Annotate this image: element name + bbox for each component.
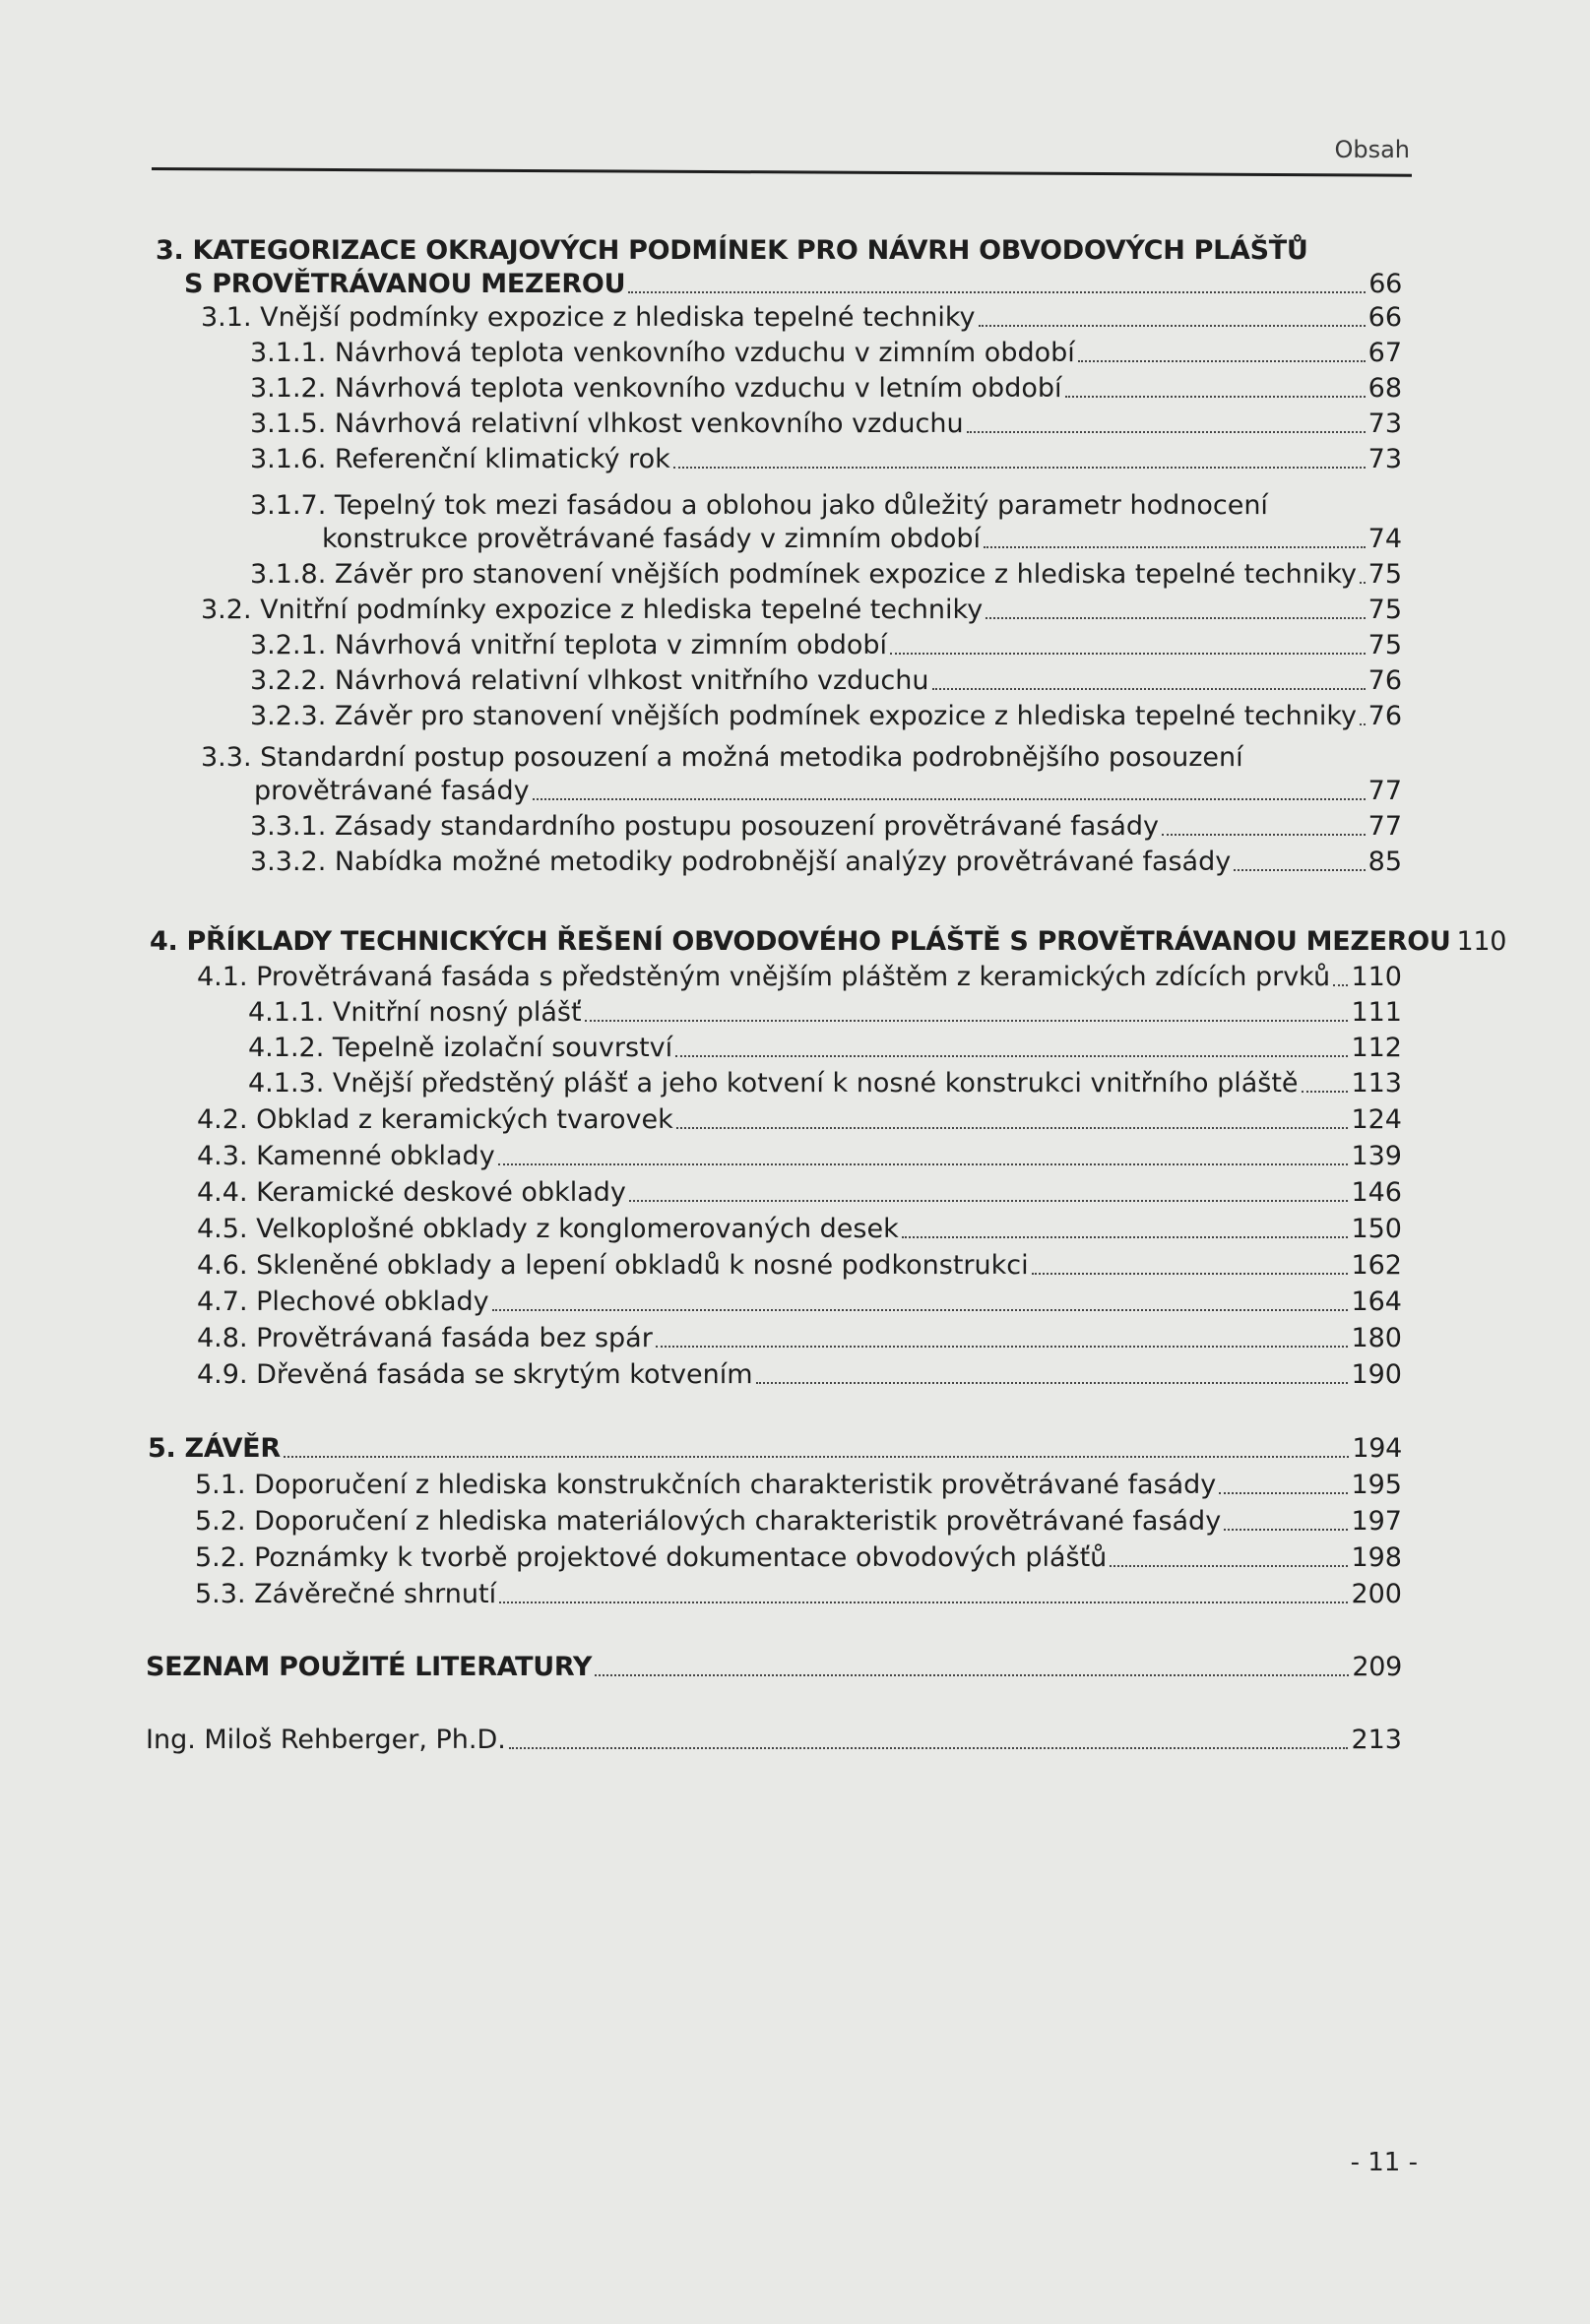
- toc-entry-text: konstrukce provětrávané fasády v zimním období: [322, 524, 982, 554]
- leader-dots: [595, 1670, 1349, 1676]
- toc-entry-4-6[interactable]: [197, 1249, 1402, 1283]
- toc-page-number: 113: [1351, 1068, 1402, 1099]
- toc-page-number: 200: [1351, 1579, 1402, 1609]
- toc-entry-3-3[interactable]: [254, 775, 1402, 808]
- toc-page-number: 139: [1351, 1141, 1402, 1171]
- toc-entry-4-1-3[interactable]: [248, 1067, 1402, 1100]
- toc-entry-text: 4.4. Keramické deskové obklady: [197, 1177, 626, 1208]
- toc-page-number: 76: [1367, 665, 1402, 696]
- toc-entry-text: 4. PŘÍKLADY TECHNICKÝCH ŘEŠENÍ OBVODOVÉHO PLÁŠTĚ S PROVĚTRÁVANOU MEZEROU: [150, 926, 1451, 957]
- leader-dots: [1360, 578, 1366, 584]
- toc-entry-text: 3.3.2. Nabídka možné metodiky podrobnější analýzy provětrávané fasády: [250, 847, 1232, 877]
- leader-dots: [890, 649, 1366, 655]
- leader-dots: [509, 1743, 1349, 1749]
- toc-page-number: 194: [1352, 1433, 1402, 1464]
- toc-entry-text: 4.2. Obklad z keramických tvarovek: [197, 1104, 673, 1135]
- toc-page-number: 195: [1351, 1470, 1402, 1500]
- toc-entry-5-1[interactable]: [195, 1469, 1402, 1502]
- toc-entry-text: Ing. Miloš Rehberger, Ph.D.: [146, 1725, 506, 1755]
- toc-entry-text: 3.1.6. Referenční klimatický rok: [250, 444, 670, 474]
- toc-entry-text: 3.2. Vnitřní podmínky expozice z hlediska tepelné techniky: [201, 595, 984, 625]
- toc-entry-text: SEZNAM POUŽITÉ LITERATURY: [146, 1652, 593, 1682]
- toc-entry-4-1[interactable]: [197, 961, 1402, 994]
- leader-dots: [628, 287, 1366, 293]
- leader-dots: [629, 1196, 1349, 1202]
- toc-entry-text: 5.1. Doporučení z hlediska konstrukčních charakteristik provětrávané fasády: [195, 1470, 1217, 1500]
- leader-dots: [1110, 1561, 1348, 1567]
- toc-entry-text: 4.7. Plechové obklady: [197, 1287, 489, 1317]
- toc-entry-text: 3.3.1. Zásady standardního postupu posouzení provětrávané fasády: [250, 811, 1159, 842]
- toc-page-number: 190: [1351, 1359, 1402, 1390]
- toc-page-number: 197: [1351, 1506, 1402, 1537]
- toc-entry-3-1-5[interactable]: [250, 408, 1402, 441]
- toc-page-number: 77: [1367, 776, 1402, 806]
- toc-page-number: 75: [1367, 595, 1402, 625]
- toc-literature[interactable]: [146, 1651, 1402, 1684]
- toc-entry-text: 4.8. Provětrávaná fasáda bez spár: [197, 1323, 653, 1353]
- leader-dots: [902, 1232, 1349, 1238]
- leader-dots: [932, 684, 1366, 690]
- toc-chapter-4[interactable]: [150, 925, 1507, 959]
- toc-entry-text: 3.1. Vnější podmínky expozice z hlediska tepelné techniky: [201, 302, 976, 333]
- leader-dots: [533, 794, 1366, 800]
- toc-chapter-3[interactable]: [184, 268, 1402, 301]
- leader-dots: [756, 1378, 1349, 1384]
- toc-page-number: 146: [1351, 1177, 1402, 1208]
- leader-dots: [675, 1051, 1348, 1057]
- leader-dots: [1219, 1488, 1348, 1494]
- toc-page-number: 112: [1351, 1033, 1402, 1063]
- leader-dots: [984, 542, 1366, 548]
- toc-entry-3-1-2[interactable]: [250, 372, 1402, 406]
- leader-dots: [585, 1016, 1349, 1022]
- toc-entry-text: 4.1.3. Vnější předstěný plášť a jeho kotvení k nosné konstrukci vnitřního pláště: [248, 1068, 1299, 1099]
- toc-entry-3-3-2[interactable]: [250, 846, 1402, 879]
- toc-entry-4-1-1[interactable]: [248, 996, 1402, 1030]
- toc-entry-text: 5.2. Doporučení z hlediska materiálových charakteristik provětrávané fasády: [195, 1506, 1222, 1537]
- toc-entry-text: 4.5. Velkoplošné obklady z konglomerovaných desek: [197, 1214, 899, 1244]
- toc-entry-3-2-1[interactable]: [250, 629, 1402, 662]
- toc-entry-3-2-3[interactable]: [250, 700, 1402, 733]
- toc-entry-4-9[interactable]: [197, 1358, 1402, 1392]
- leader-dots: [492, 1305, 1349, 1311]
- toc-entry-4-5[interactable]: [197, 1213, 1402, 1246]
- leader-dots: [1333, 980, 1348, 986]
- toc-page-number: 162: [1351, 1250, 1402, 1281]
- toc-entry-text: 4.6. Skleněné obklady a lepení obkladů k nosné podkonstrukci: [197, 1250, 1029, 1281]
- toc-entry-text: 4.9. Dřevěná fasáda se skrytým kotvením: [197, 1359, 753, 1390]
- leader-dots: [1065, 392, 1366, 398]
- leader-dots: [986, 613, 1365, 619]
- toc-entry-text: 5.2. Poznámky k tvorbě projektové dokumentace obvodových plášťů: [195, 1542, 1108, 1573]
- toc-entry-3-1[interactable]: [201, 301, 1402, 335]
- running-header: Obsah: [1334, 136, 1410, 163]
- toc-page-number: 110: [1456, 926, 1507, 957]
- toc-entry-3-3-line1: 3.3. Standardní postup posouzení a možná metodika podrobnějšího posouzení: [201, 742, 1243, 773]
- toc-entry-5-2-notes[interactable]: [195, 1541, 1402, 1575]
- leader-dots: [1302, 1087, 1349, 1093]
- leader-dots: [1224, 1525, 1348, 1531]
- toc-entry-text: S PROVĚTRÁVANOU MEZEROU: [184, 269, 626, 299]
- toc-page-number: 150: [1351, 1214, 1402, 1244]
- toc-page-number: 164: [1351, 1287, 1402, 1317]
- toc-entry-text: 3.1.8. Závěr pro stanovení vnějších podmínek expozice z hlediska tepelné techniky: [250, 559, 1358, 590]
- toc-entry-4-7[interactable]: [197, 1286, 1402, 1319]
- toc-entry-4-3[interactable]: [197, 1140, 1402, 1173]
- toc-page-number: 66: [1367, 302, 1402, 333]
- toc-entry-4-2[interactable]: [197, 1103, 1402, 1137]
- toc-page-number: 77: [1367, 811, 1402, 842]
- toc-page-number: 73: [1367, 444, 1402, 474]
- toc-page-number: 68: [1367, 373, 1402, 404]
- toc-chapter-5[interactable]: [148, 1432, 1402, 1466]
- toc-author[interactable]: [146, 1724, 1402, 1757]
- leader-dots: [284, 1452, 1350, 1458]
- toc-entry-text: 4.3. Kamenné obklady: [197, 1141, 495, 1171]
- toc-entry-5-2-materials[interactable]: [195, 1505, 1402, 1539]
- toc-entry-3-1-7-line1: 3.1.7. Tepelný tok mezi fasádou a oblohou jako důležitý parametr hodnocení: [250, 490, 1268, 521]
- toc-entry-text: 3.2.2. Návrhová relativní vlhkost vnitřního vzduchu: [250, 665, 929, 696]
- toc-entry-3-1-6[interactable]: [250, 443, 1402, 476]
- leader-dots: [656, 1342, 1349, 1348]
- toc-entry-text: 4.1. Provětrávaná fasáda s předstěným vnějším pláštěm z keramických zdících prvků: [197, 962, 1331, 992]
- toc-entry-text: provětrávané fasády: [254, 776, 530, 806]
- toc-entry-text: 3.2.1. Návrhová vnitřní teplota v zimním období: [250, 630, 888, 660]
- toc-entry-text: 4.1.2. Tepelně izolační souvrství: [248, 1033, 673, 1063]
- toc-page-number: 67: [1367, 338, 1402, 368]
- toc-page-number: 66: [1368, 269, 1402, 299]
- toc-entry-3-1-1[interactable]: [250, 337, 1402, 370]
- toc-entry-text: 5. ZÁVĚR: [148, 1433, 281, 1464]
- leader-dots: [676, 1123, 1349, 1129]
- toc-page-number: 180: [1351, 1323, 1402, 1353]
- toc-page-number: 213: [1351, 1725, 1402, 1755]
- toc-entry-text: 4.1.1. Vnitřní nosný plášť: [248, 997, 582, 1028]
- toc-entry-3-2[interactable]: [201, 594, 1402, 627]
- toc-entry-text: 3.1.1. Návrhová teplota venkovního vzduchu v zimním období: [250, 338, 1075, 368]
- leader-dots: [499, 1598, 1348, 1603]
- toc-entry-text: 3.2.3. Závěr pro stanovení vnějších podmínek expozice z hlediska tepelné techniky: [250, 701, 1358, 731]
- toc-page-number: 75: [1367, 630, 1402, 660]
- leader-dots: [1234, 865, 1365, 871]
- toc-entry-3-1-8[interactable]: [250, 558, 1402, 592]
- toc-page-number: 85: [1367, 847, 1402, 877]
- toc-page-number: 75: [1367, 559, 1402, 590]
- toc-entry-3-3-1[interactable]: [250, 810, 1402, 844]
- toc-entry-3-2-2[interactable]: [250, 664, 1402, 698]
- leader-dots: [967, 427, 1366, 433]
- leader-dots: [673, 463, 1366, 469]
- toc-page-number: 124: [1351, 1104, 1402, 1135]
- toc-page-number: 110: [1351, 962, 1402, 992]
- toc-entry-5-3[interactable]: [195, 1578, 1402, 1611]
- leader-dots: [1032, 1269, 1349, 1275]
- toc-page-number: 111: [1351, 997, 1402, 1028]
- toc-entry-text: 5.3. Závěrečné shrnutí: [195, 1579, 497, 1609]
- leader-dots: [498, 1160, 1349, 1165]
- toc-entry-4-8[interactable]: [197, 1322, 1402, 1355]
- toc-entry-3-1-7[interactable]: [322, 523, 1402, 556]
- leader-dots: [979, 321, 1366, 327]
- leader-dots: [1360, 720, 1366, 725]
- toc-page-number: 198: [1351, 1542, 1402, 1573]
- toc-page-number: 209: [1352, 1652, 1402, 1682]
- toc-entry-text: 3.1.2. Návrhová teplota venkovního vzduchu v letním období: [250, 373, 1062, 404]
- toc-entry-text: 3.1.5. Návrhová relativní vlhkost venkovního vzduchu: [250, 408, 964, 439]
- toc-entry-4-4[interactable]: [197, 1176, 1402, 1210]
- leader-dots: [1078, 356, 1366, 362]
- toc-entry-4-1-2[interactable]: [248, 1032, 1402, 1065]
- page-number: - 11 -: [1350, 2148, 1418, 2177]
- toc-page-number: 76: [1367, 701, 1402, 731]
- toc-page-number: 73: [1367, 408, 1402, 439]
- leader-dots: [1162, 830, 1366, 836]
- toc-page-number: 74: [1367, 524, 1402, 554]
- toc-chapter-3-title: 3. KATEGORIZACE OKRAJOVÝCH PODMÍNEK PRO NÁVRH OBVODOVÝCH PLÁŠŤŮ: [156, 235, 1308, 266]
